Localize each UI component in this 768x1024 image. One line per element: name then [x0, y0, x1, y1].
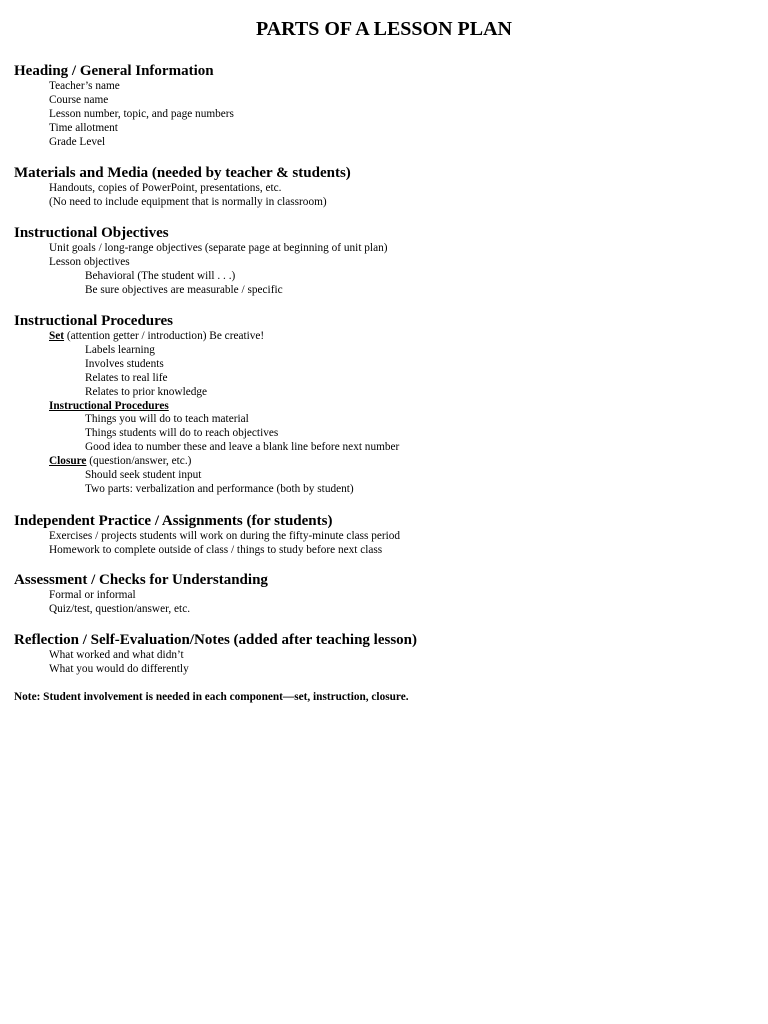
section-title: Heading / General Information [14, 63, 214, 79]
sub-list-item: Good idea to number these and leave a blank line before next number [85, 441, 400, 454]
set-label: Set [49, 330, 65, 342]
footer-note: Note: Student involvement is needed in each component—set, instruction, closure. [14, 691, 409, 703]
instruction-label: Instructional Procedures [49, 399, 169, 412]
list-item: Homework to complete outside of class / things to study before next class [49, 543, 383, 556]
page-title: PARTS OF A LESSON PLAN [255, 18, 512, 40]
instruction-line [14, 400, 754, 414]
list-item: Formal or informal [49, 589, 136, 601]
sub-list-item: Relates to prior knowledge [85, 385, 208, 398]
section-title: Assessment / Checks for Understanding [14, 572, 268, 588]
section-objectives [14, 224, 754, 298]
sub-list-item: Should seek student input [85, 469, 202, 482]
section-materials [14, 164, 754, 210]
closure-description: (question/answer, etc.) [86, 455, 192, 468]
list-item: What worked and what didn’t [49, 649, 184, 661]
sub-list-item: Two parts: verbalization and performance (both by student) [85, 482, 354, 495]
sub-list-item: Labels learning [85, 343, 155, 356]
list-item: Lesson objectives [49, 255, 130, 268]
list-item: Course name [49, 93, 109, 106]
list-item: Unit goals / long-range objectives (separate page at beginning of unit plan) [49, 242, 388, 254]
section-title: Instructional Procedures [14, 313, 174, 329]
sub-list-item: Things students will do to reach objectives [85, 427, 279, 440]
section-procedures [14, 312, 754, 497]
list-item: What you would do differently [49, 662, 189, 675]
list-item: Handouts, copies of PowerPoint, presentations, etc. [49, 182, 282, 194]
sub-list-item: Be sure objectives are measurable / specific [85, 283, 283, 296]
list-item: Time allotment [49, 121, 118, 134]
set-line [14, 330, 754, 344]
sub-list-item: Behavioral (The student will . . .) [85, 269, 236, 282]
sub-list-item: Things you will do to teach material [85, 413, 249, 426]
set-description: (attention getter / introduction) Be creative! [64, 330, 265, 342]
list-item: Lesson number, topic, and page numbers [49, 107, 234, 120]
list-item: (No need to include equipment that is normally in classroom) [49, 195, 327, 208]
list-item: Teacher’s name [49, 80, 120, 92]
sub-list-item: Involves students [85, 357, 164, 370]
closure-line [14, 455, 754, 469]
section-title: Materials and Media (needed by teacher & students) [14, 165, 351, 181]
section-title: Reflection / Self-Evaluation/Notes (added after teaching lesson) [14, 632, 418, 648]
section-assessment [14, 571, 754, 617]
section-title: Instructional Objectives [14, 225, 169, 241]
section-reflection [14, 631, 754, 677]
list-item: Grade Level [49, 135, 106, 148]
list-item: Quiz/test, question/answer, etc. [49, 602, 191, 615]
closure-label: Closure [49, 455, 87, 468]
section-title: Independent Practice / Assignments (for students) [14, 513, 333, 529]
section-heading-info [14, 62, 754, 150]
sub-list-item: Relates to real life [85, 371, 168, 384]
section-practice [14, 512, 754, 558]
list-item: Exercises / projects students will work on during the fifty-minute class period [49, 530, 401, 542]
